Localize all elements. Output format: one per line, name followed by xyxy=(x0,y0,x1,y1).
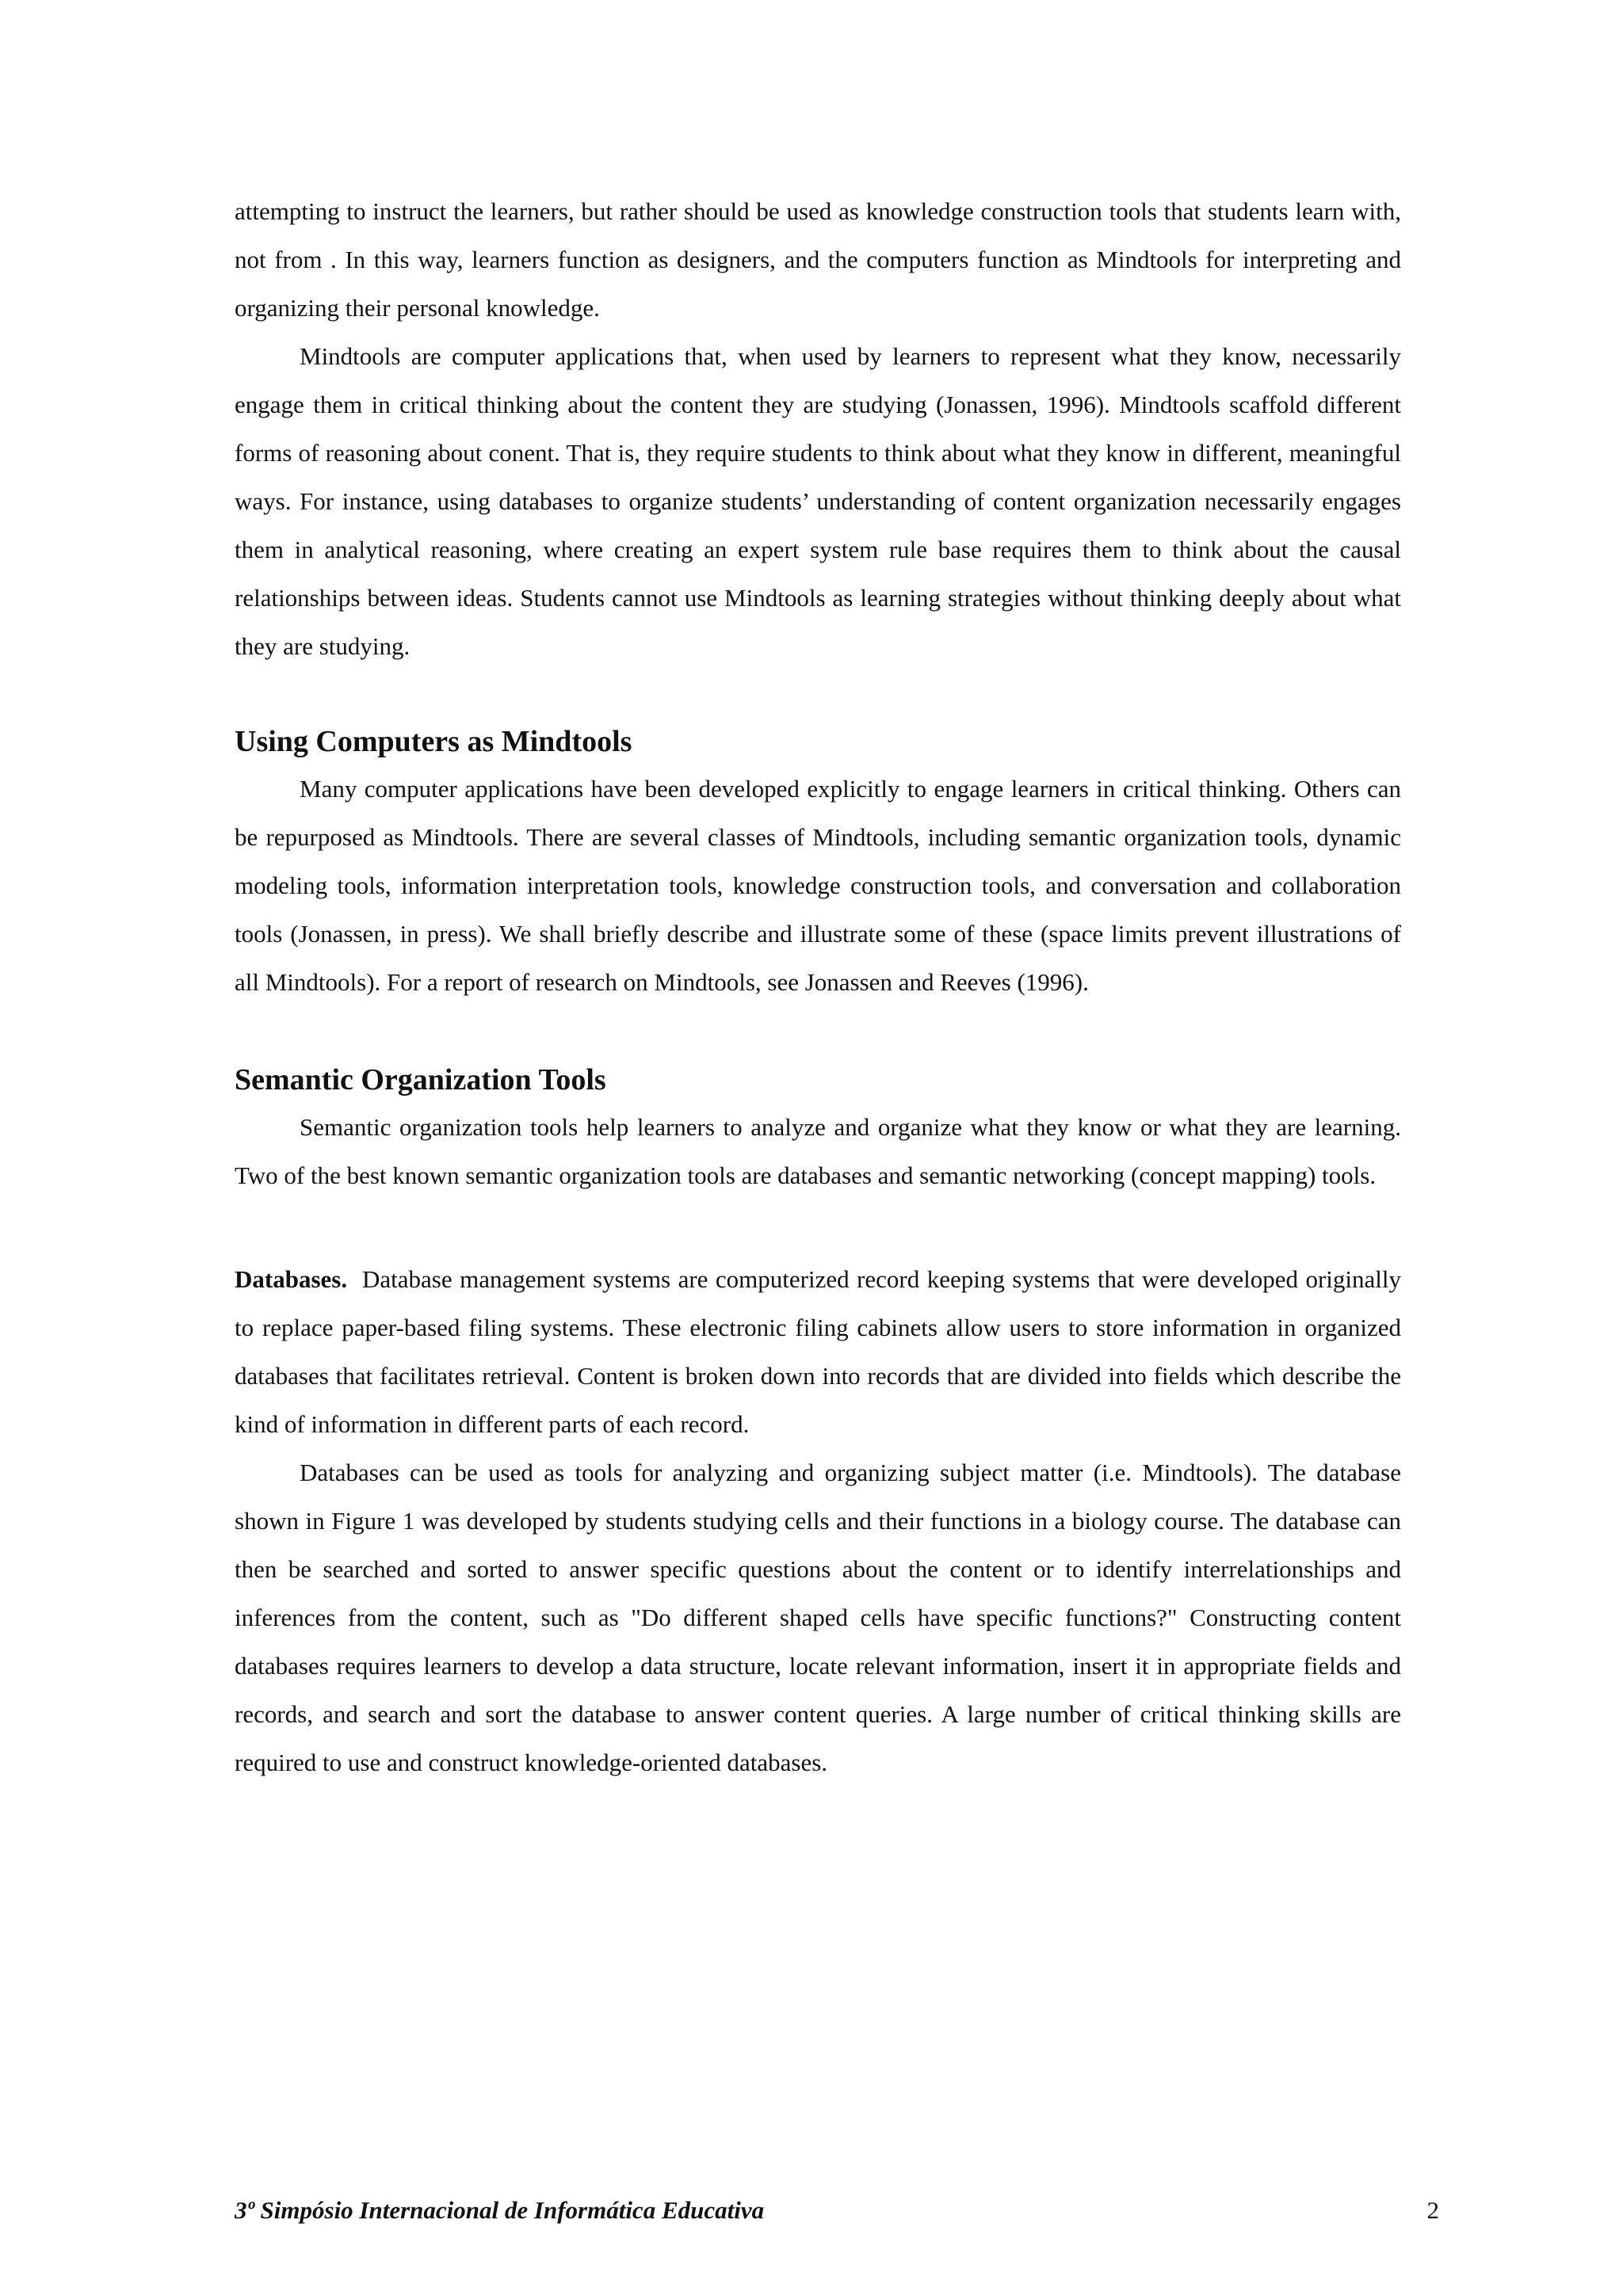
page-number: 2 xyxy=(1426,2196,1439,2224)
body-paragraph-1: attempting to instruct the learners, but rather should be used as knowledge construction tools that students learn with, not from . In this way, learners function as designers, and the computers function as Mindtools for interpreting and organizing their personal knowledge. xyxy=(235,197,1401,322)
section2-paragraph-3: Databases can be used as tools for analyzing and organizing subject matter (i.e. Mindtools). The database shown in Figure 1 was developed by students studying cells and their functions in a biology course. The database can then be searched and sorted to answer specific questions about the content or to identify interrelationships and inferences from the content, such as "Do different shaped cells have specific functions?" Constructing content databases requires learners to develop a data structure, locate relevant information, insert it in appropriate fields and records, and search and sort the database to answer content queries. A large number of critical thinking skills are required to use and construct knowledge-oriented databases. xyxy=(235,1459,1401,1776)
databases-paragraph-text: Database management systems are computerized record keeping systems that were developed originally to replace paper-based filing systems. These electronic filing cabinets allow users to store information in organized databases that facilitates retrieval. Content is broken down into records that are divided into fields which describe the kind of information in different parts of each record. xyxy=(235,1265,1401,1438)
section-heading-using-computers: Using Computers as Mindtools xyxy=(235,725,632,758)
databases-run-in-heading: Databases. xyxy=(235,1265,348,1293)
body-paragraph-2: Mindtools are computer applications that, when used by learners to represent what they know, necessarily engage them in critical thinking about the content they are studying (Jonassen, 1996). Mindtools scaffold different forms of reasoning about conent. That is, they require students to think about what they know in different, meaningful ways. For instance, using databases to organize students’ understanding of content organization necessarily engages them in analytical reasoning, where creating an expert system rule base requires them to think about the causal relationships between ideas. Students cannot use Mindtools as learning strategies without thinking deeply about what they are studying. xyxy=(235,342,1401,660)
section1-paragraph-1: Many computer applications have been developed explicitly to engage learners in critical thinking. Others can be repurposed as Mindtools. There are several classes of Mindtools, including semantic organization tools, dynamic modeling tools, information interpretation tools, knowledge construction tools, and conversation and collaboration tools (Jonassen, in press). We shall briefly describe and illustrate some of these (space limits prevent illustrations of all Mindtools). For a report of research on Mindtools, see Jonassen and Reeves (1996). xyxy=(235,775,1401,996)
page-body xyxy=(235,187,1401,1787)
page-footer xyxy=(235,2195,1439,2226)
section-heading-semantic-organization: Semantic Organization Tools xyxy=(235,1063,606,1097)
footer-conference-title: 3º Simpósio Internacional de Informática Educativa xyxy=(235,2196,765,2224)
section2-paragraph-1: Semantic organization tools help learners to analyze and organize what they know or what they are learning. Two of the best known semantic organization tools are databases and semantic networking (concept mapping) tools. xyxy=(235,1113,1401,1189)
databases-paragraph xyxy=(235,1255,1401,1448)
